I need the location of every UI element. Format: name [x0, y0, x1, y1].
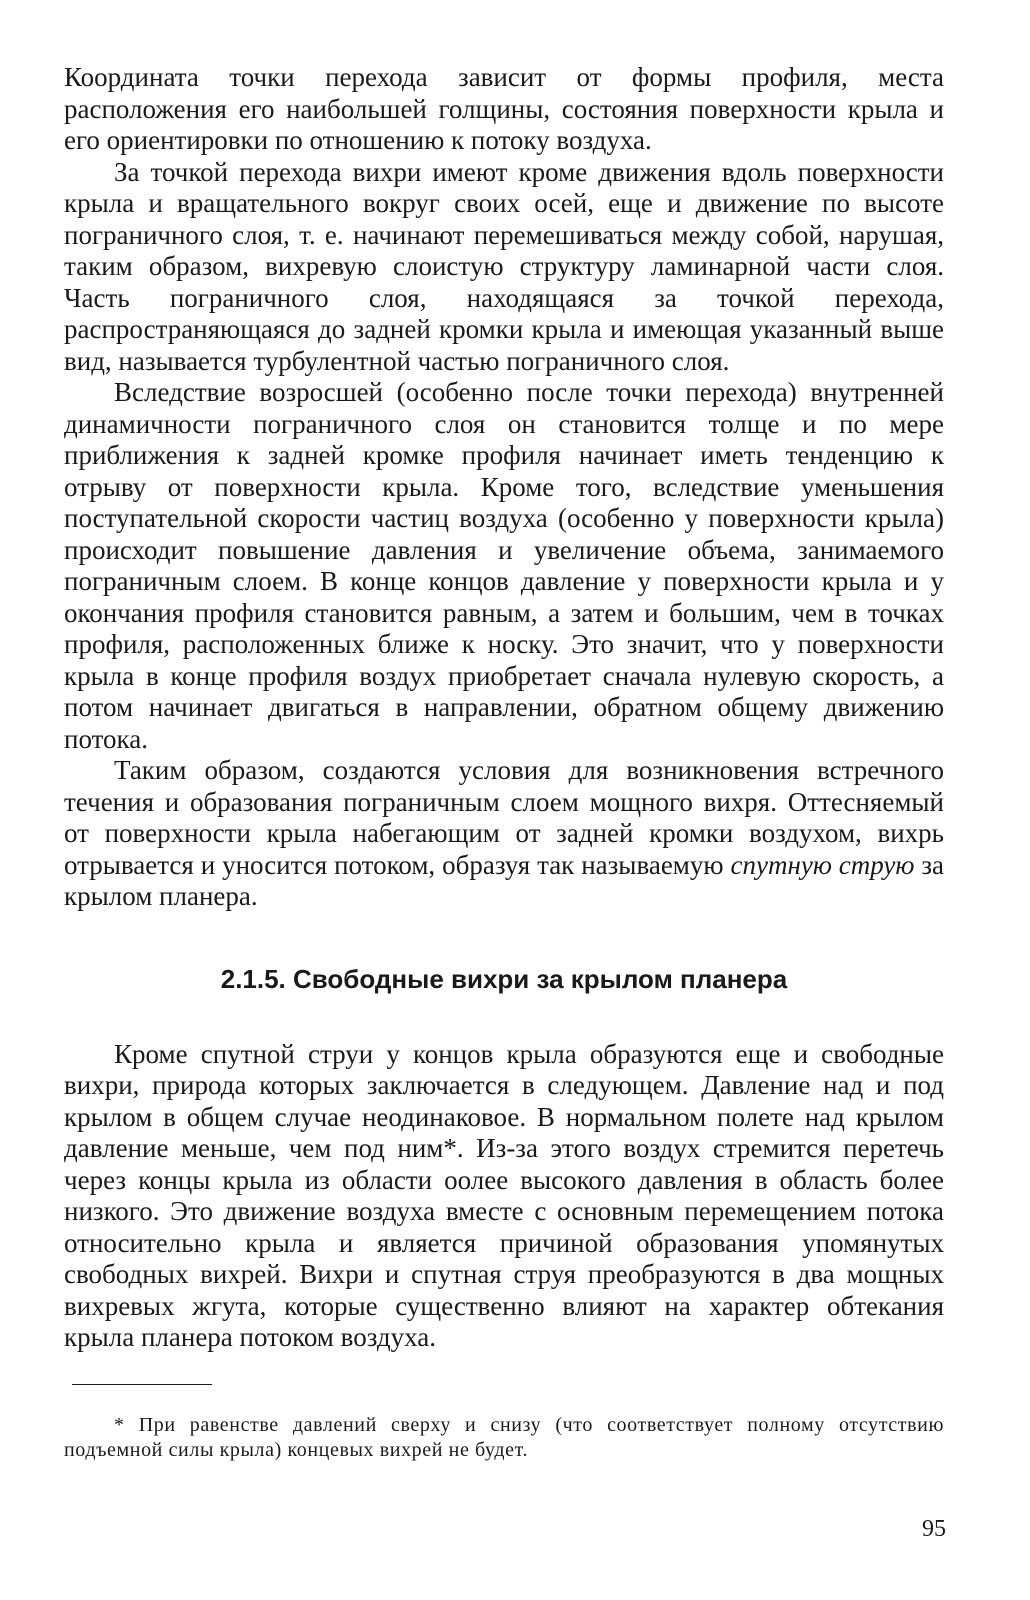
paragraph-4-emphasis: спутную струю [730, 849, 915, 880]
paragraph-3: Вследствие возросшей (особенно после точки перехода) внутренней динамичности пограничного слоя он становится толще и по мере приближения к задней кромке профиля начинает иметь тенденцию к отрыву от поверхности крыла. Кроме того, вследствие уменьшения поступательной скорости частиц воздуха (особенно у поверхности крыла) происходит повышение давления и увеличение объема, занимаемого пограничным слоем. В конце концов давление у поверхности крыла и у окончания профиля становится равным, а затем и большим, чем в точках профиля, расположенных ближе к носку. Это значит, что у поверхности крыла в конце профиля воздух приобретает сначала нулевую скорость, а потом начинает двигаться в направлении, обратном общему движению потока. [64, 377, 944, 754]
paragraph-4-text-end: за крылом планера. [64, 849, 944, 911]
paragraph-4-text-start: Таким образом, создаются условия для возникновения встречного течения и образования пограничным слоем мощного вихря. Оттесняемый от поверхности крыла набегающим от задней кромки воздухом, вихрь отрывается и уносится потоком, образуя так называемую [64, 755, 944, 880]
paragraph-2: За точкой перехода вихри имеют кроме движения вдоль поверхности крыла и вращательного вокруг своих осей, еще и движение по высоте пограничного слоя, т. е. начинают перемешиваться между собой, нарушая, таким образом, вихревую слоистую структуру ламинарной части слоя. Часть пограничного слоя, находящаяся за точкой перехода, распространяющаяся до задней кромки крыла и имеющая указанный выше вид, называется турбулентной частью пограничного слоя. [64, 156, 944, 376]
page-number: 95 [922, 1516, 946, 1542]
footnote: * При равенстве давлений сверху и снизу (что соответствует полному отсутствию подъемной силы крыла) концевых вихрей не будет. [64, 1413, 944, 1461]
paragraph-5: Кроме спутной струи у концов крыла образуются еще и свободные вихри, природа которых заключается в следующем. Давление над и под крылом в общем случае неодинаковое. В нормальном полете над крылом давление меньше, чем под ним*. Из-за этого воздух стремится перетечь через концы крыла из области оолее высокого давления в область более низкого. Это движение воздуха вместе с основным перемещением потока относительно крыла и является причиной образования упомянутых свободных вихрей. Вихри и спутная струя преобразуются в два мощных вихревых жгута, которые существенно влияют на характер обтекания крыла планера потоком воздуха. [64, 1038, 944, 1352]
paragraph-1: Координата точки перехода зависит от формы профиля, места расположения его наибольшей голщины, состояния поверхности крыла и его ориентировки по отношению к потоку воздуха. [64, 62, 944, 155]
section-heading: 2.1.5. Свободные вихри за крылом планера [220, 963, 788, 994]
paragraph-4 [64, 755, 944, 913]
page-body [64, 62, 944, 1463]
footnote-divider [72, 1384, 212, 1385]
